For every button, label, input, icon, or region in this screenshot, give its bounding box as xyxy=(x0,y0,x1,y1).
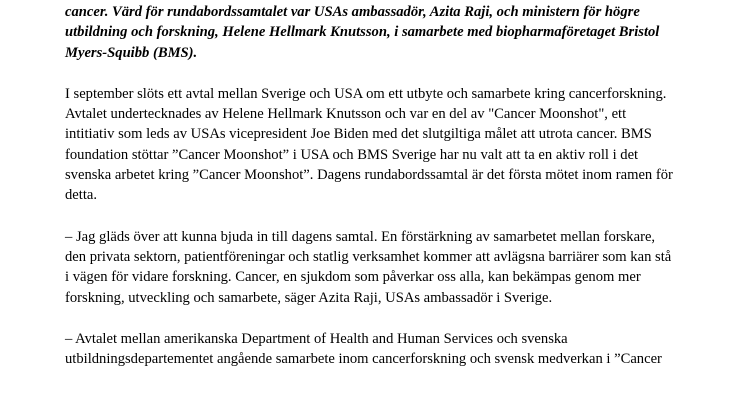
lead-line: utbildning och forskning, Helene Hellmark Knutsson, i samarbete med biopharmaföretaget Bristol xyxy=(65,24,660,41)
text-line: detta. xyxy=(65,187,98,204)
text-line: i vägen för vidare forskning. Cancer, en sjukdom som påverkar oss alla, kan bekämpas genom mer xyxy=(65,269,641,286)
text-line: I september slöts ett avtal mellan Sverige och USA om ett utbyte och samarbete kring cancerforskning. xyxy=(65,85,667,102)
paragraph-department-quote xyxy=(65,329,695,370)
lead-line: Myers-Squibb (BMS). xyxy=(65,44,198,61)
paragraph-agreement xyxy=(65,84,695,206)
text-line: den privata sektorn, patientföreningar och statlig verksamhet kommer att avlägsna barriärer som kan stå xyxy=(65,248,672,265)
paragraph-ambassador-quote xyxy=(65,227,695,308)
text-line: intitiativ som leds av USAs vicepresident Joe Biden med det slutgiltiga målet att utrota cancer. BMS xyxy=(65,126,652,143)
text-line: forskning, utveckling och samarbete, säger Azita Raji, USAs ambassadör i Sverige. xyxy=(65,289,553,306)
text-line: – Avtalet mellan amerikanska Department of Health and Human Services och svenska xyxy=(65,330,568,347)
document-body xyxy=(65,0,695,369)
text-line: svenska arbetet kring ”Cancer Moonshot”. Dagens rundabordssamtal är det första mötet inom ramen för xyxy=(65,167,673,184)
lead-paragraph xyxy=(65,0,695,63)
text-line: utbildningsdepartementet angående samarbete inom cancerforskning och svensk medverkan i ”Cancer xyxy=(65,351,662,368)
text-line: – Jag gläds över att kunna bjuda in till dagens samtal. En förstärkning av samarbetet mellan forskare, xyxy=(65,228,656,245)
text-line: Avtalet undertecknades av Helene Hellmark Knutsson och var en del av "Cancer Moonshot", ett xyxy=(65,106,627,123)
text-line: foundation stöttar ”Cancer Moonshot” i USA och BMS Sverige har nu valt att ta en aktiv roll i det xyxy=(65,146,639,163)
lead-line: cancer. Värd för rundabordssamtalet var USAs ambassadör, Azita Raji, och ministern för högre xyxy=(65,4,640,20)
